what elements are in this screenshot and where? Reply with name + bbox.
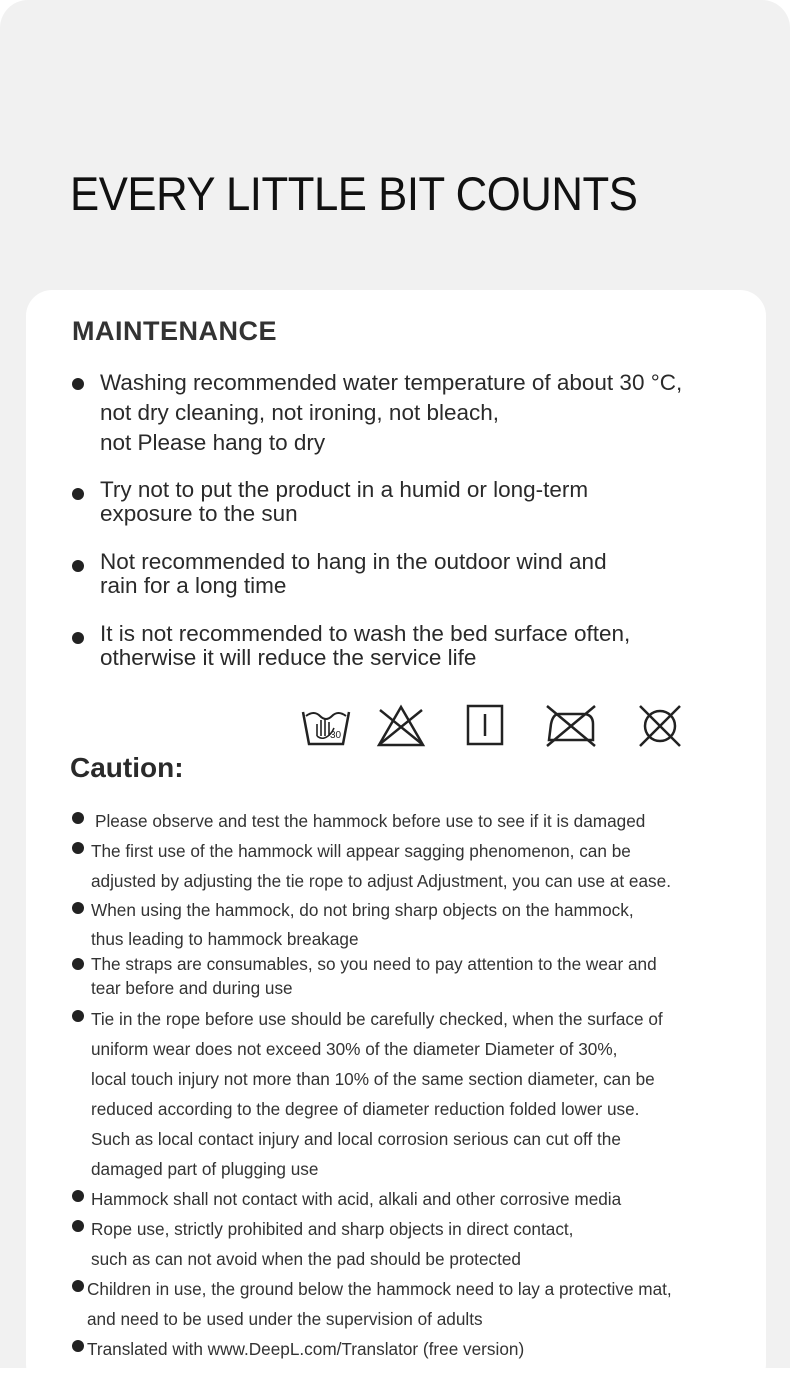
caution-item-text: Translated with www.DeepL.com/Translator (free version) xyxy=(87,1339,525,1359)
bullet-icon xyxy=(72,1220,84,1232)
bullet-icon xyxy=(72,1280,84,1292)
wash-temperature-label: 30 xyxy=(330,730,342,741)
caution-item-text: Rope use, strictly prohibited and sharp objects in direct contact, such as can not avoid when the pad should be protected xyxy=(91,1219,574,1269)
caution-item-text: The first use of the hammock will appear sagging phenomenon, can be adjusted by adjusting the tie rope to adjust Adjustment, you can use at ease. xyxy=(91,841,671,891)
bullet-icon xyxy=(72,560,84,572)
bullet-icon xyxy=(72,1010,84,1022)
care-icons xyxy=(300,702,690,752)
bullet-icon xyxy=(72,488,84,500)
caution-item-text: The straps are consumables, so you need to pay attention to the wear and tear before and during use xyxy=(91,954,657,998)
maintenance-item-text: Washing recommended water temperature of about 30 °C, not dry cleaning, not ironing, not bleach, not Please hang to dry xyxy=(100,370,683,455)
hand-wash-30-icon xyxy=(300,702,352,750)
caution-item-text: When using the hammock, do not bring sharp objects on the hammock, thus leading to hammock breakage xyxy=(91,900,634,949)
caution-item-text: Tie in the rope before use should be carefully checked, when the surface of uniform wear does not exceed 30% of the diameter Diameter of 30%, local touch injury not more than 10% of the same section diameter, can be reduced according to the degree of diameter reduction folded lower use. Such as local contact injury and local corrosion serious can cut off the damaged part of plugging use xyxy=(91,1009,663,1179)
bullet-icon xyxy=(72,812,84,824)
bullet-icon xyxy=(72,958,84,970)
no-ironing-icon xyxy=(543,702,599,750)
no-bleach-icon xyxy=(375,702,427,750)
maintenance-item-text: It is not recommended to wash the bed surface often, otherwise it will reduce the service life xyxy=(100,621,631,670)
bullet-icon xyxy=(72,1340,84,1352)
maintenance-title: MAINTENANCE xyxy=(72,316,277,346)
no-dry-clean-icon xyxy=(635,702,685,750)
caution-item-text: Please observe and test the hammock before use to see if it is damaged xyxy=(95,811,646,831)
bullet-icon xyxy=(72,902,84,914)
maintenance-item-text: Not recommended to hang in the outdoor wind and rain for a long time xyxy=(100,549,607,598)
hang-dry-icon xyxy=(465,702,507,750)
caution-item-text: Children in use, the ground below the hammock need to lay a protective mat, and need to be used under the supervision of adults xyxy=(87,1279,672,1329)
caution-title: Caution: xyxy=(70,752,184,783)
bullet-icon xyxy=(72,632,84,644)
maintenance-item-text: Try not to put the product in a humid or long-term exposure to the sun xyxy=(100,477,589,526)
bullet-icon xyxy=(72,842,84,854)
headline: EVERY LITTLE BIT COUNTS xyxy=(70,167,638,220)
bullet-icon xyxy=(72,1190,84,1202)
bullet-icon xyxy=(72,378,84,390)
caution-item-text: Hammock shall not contact with acid, alkali and other corrosive media xyxy=(91,1189,622,1209)
